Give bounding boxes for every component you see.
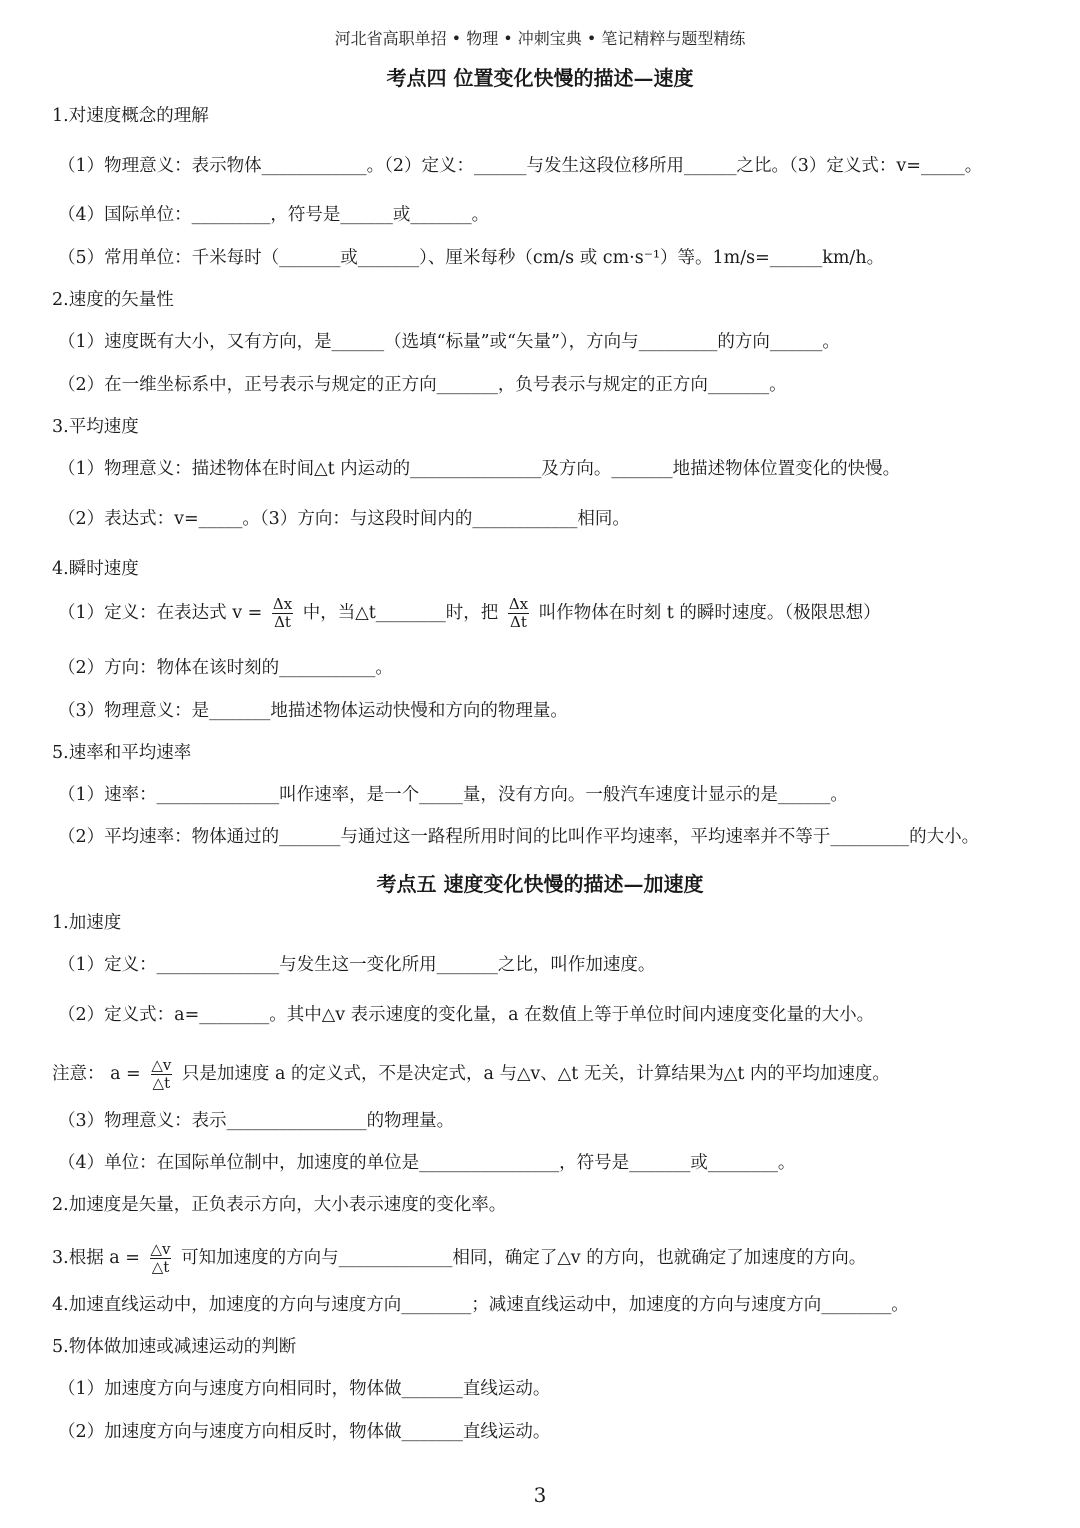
fraction-denominator: △t [152,1074,171,1092]
fraction-numerator: Δx [272,595,293,613]
average-velocity-expression: （2）表达式：v=_____。（3）方向：与这段时间内的____________相同。 [58,509,630,529]
speed-definition: （1）速率：______________叫作速率，是一个_____量，没有方向。一般汽车速度计显示的是______。 [58,785,848,805]
acceleration-direction [52,1241,1042,1276]
instant-velocity-definition [58,596,1048,631]
running-header: 河北省高职单招 • 物理 • 冲刺宝典 • 笔记精粹与题型精练 [334,29,746,48]
text-fragment: 只是加速度 a 的定义式，不是决定式，a 与△v、△t 无关，计算结果为△t 内的平均加速度。 [181,1064,890,1084]
velocity-si-unit: （4）国际单位：_________，符号是______或_______。 [58,205,490,225]
acceleration-note [52,1057,1042,1092]
acceleration-definition: （1）定义：______________与发生这一变化所用_______之比，叫作加速度。 [58,955,656,975]
section-title-velocity: 考点四 位置变化快慢的描述—速度 [386,66,694,90]
fraction-denominator: Δt [510,613,527,631]
text-fragment: 可知加速度的方向与_____________相同，确定了△v 的方向，也就确定了加速度的方向。 [181,1248,867,1268]
heading-velocity-concept: 1.对速度概念的理解 [52,106,209,126]
heading-speed: 5.速率和平均速率 [52,743,192,763]
velocity-common-units: （5）常用单位：千米每时（_______或_______）、厘米每秒（cm/s 或 cm·s⁻¹）等。1m/s=______km/h。 [58,248,885,268]
fraction-denominator: Δt [274,613,291,631]
velocity-sign-convention: （2）在一维坐标系中，正号表示与规定的正方向_______，负号表示与规定的正方向_______。 [58,375,787,395]
text-fragment: 注意： a = [52,1064,141,1084]
accel-decel-direction: 4.加速直线运动中，加速度的方向与速度方向________；减速直线运动中，加速度的方向与速度方向________。 [52,1295,909,1315]
section-title-acceleration: 考点五 速度变化快慢的描述—加速度 [376,872,704,896]
same-direction-case: （1）加速度方向与速度方向相同时，物体做_______直线运动。 [58,1379,551,1399]
opposite-direction-case: （2）加速度方向与速度方向相反时，物体做_______直线运动。 [58,1422,551,1442]
page-number: 3 [533,1483,547,1507]
text-fragment: 叫作物体在时刻 t 的瞬时速度。（极限思想） [538,603,881,623]
text-fragment: 3.根据 a = [52,1248,140,1268]
velocity-vector-direction: （1）速度既有大小，又有方向，是______（选填“标量”或“矢量”），方向与_________的方向______。 [58,332,840,352]
text-fragment: （1）定义：在表达式 v = [58,603,263,623]
fraction-numerator: △v [151,1056,172,1074]
heading-velocity-vector: 2.速度的矢量性 [52,290,174,310]
fraction-denominator: △t [151,1258,170,1276]
acceleration-unit: （4）单位：在国际单位制中，加速度的单位是________________，符号是_______或________。 [58,1153,796,1173]
fraction-dv-dt [149,1057,173,1092]
instant-velocity-direction: （2）方向：物体在该时刻的___________。 [58,658,393,678]
average-velocity-meaning: （1）物理意义：描述物体在时间△t 内运动的_______________及方向。_______地描述物体位置变化的快慢。 [58,459,901,479]
velocity-meaning-definition: （1）物理意义：表示物体____________。（2）定义：______与发生这段位移所用______之比。（3）定义式：v=_____。 [58,156,983,176]
text-fragment: 中，当△t________时，把 [302,603,499,623]
average-speed-definition: （2）平均速率：物体通过的_______与通过这一路程所用时间的比叫作平均速率，平均速率并不等于_________的大小。 [58,827,980,847]
heading-motion-judgement: 5.物体做加速或减速运动的判断 [52,1337,297,1357]
fraction-dx-dt [507,596,530,631]
acceleration-meaning: （3）物理意义：表示________________的物理量。 [58,1111,455,1131]
instant-velocity-meaning: （3）物理意义：是_______地描述物体运动快慢和方向的物理量。 [58,701,568,721]
heading-average-velocity: 3.平均速度 [52,417,139,437]
heading-instant-velocity: 4.瞬时速度 [52,559,139,579]
heading-acceleration: 1.加速度 [52,913,122,933]
fraction-dv-dt [149,1241,173,1276]
fraction-numerator: △v [150,1240,171,1258]
acceleration-vector: 2.加速度是矢量，正负表示方向，大小表示速度的变化率。 [52,1195,507,1215]
fraction-dx-dt [271,596,294,631]
acceleration-formula: （2）定义式：a=________。其中△v 表示速度的变化量，a 在数值上等于单位时间内速度变化量的大小。 [58,1005,875,1025]
fraction-numerator: Δx [508,595,529,613]
